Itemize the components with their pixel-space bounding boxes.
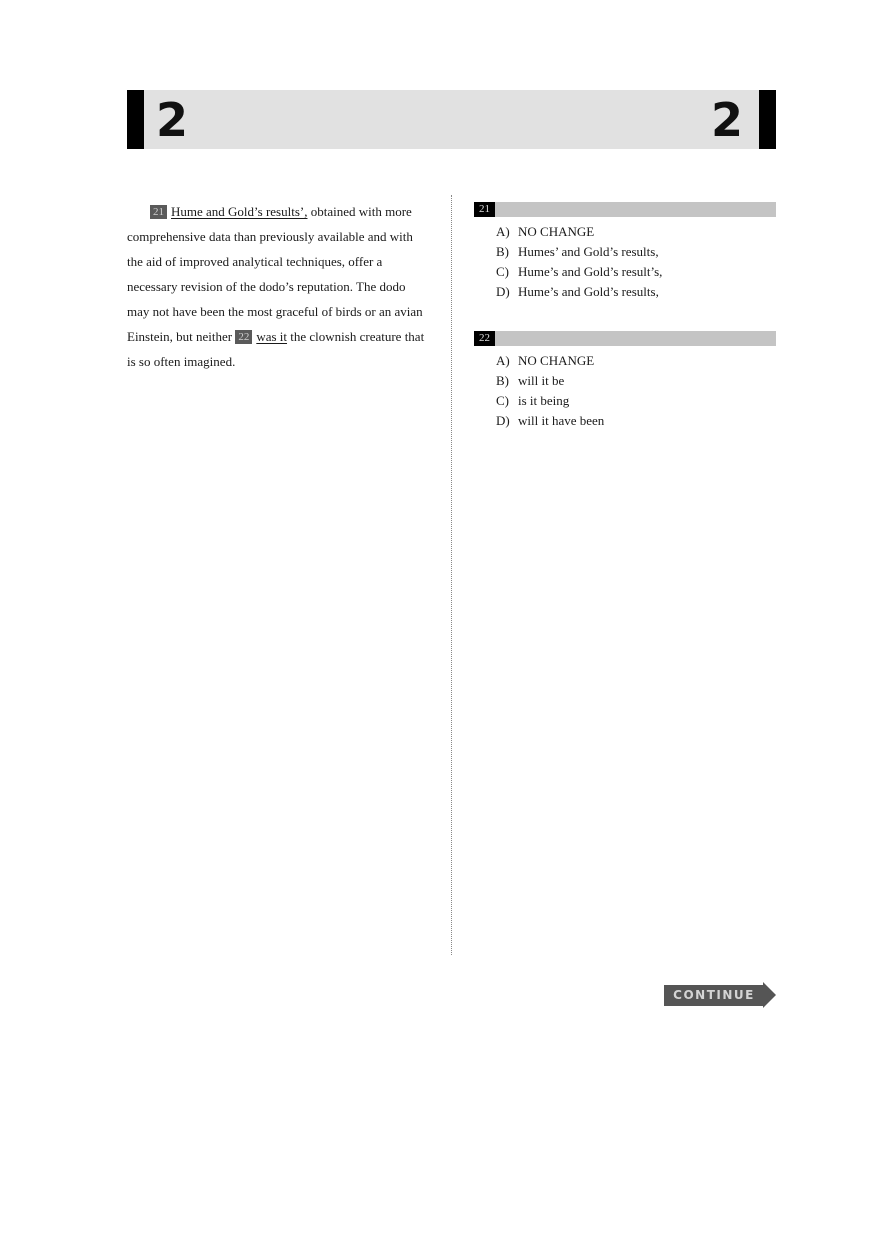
answer-choices-22: [496, 351, 604, 431]
choice-text: Hume’s and Gold’s result’s,: [518, 264, 663, 279]
continue-label: CONTINUE: [673, 988, 755, 1002]
passage-line: is so often imagined.: [127, 354, 236, 369]
passage-text: obtained with more: [307, 204, 412, 219]
column-divider: [451, 195, 452, 955]
header-left-bar: [127, 90, 144, 149]
choice-c[interactable]: [496, 262, 662, 282]
passage-text: Einstein, but neither: [127, 329, 236, 344]
choice-a[interactable]: [496, 222, 662, 242]
choice-d[interactable]: [496, 411, 604, 431]
passage-text: the clownish creature that: [287, 329, 425, 344]
passage-line: the aid of improved analytical techniques, offer a: [127, 254, 383, 269]
question-marker-22[interactable]: 22: [235, 330, 252, 344]
passage-line: comprehensive data than previously available and with: [127, 229, 413, 244]
choice-text: is it being: [518, 393, 570, 408]
underlined-text-21[interactable]: Hume and Gold’s results’,: [171, 204, 308, 219]
choice-text: will it be: [518, 373, 565, 388]
choice-text: Humes’ and Gold’s results,: [518, 244, 659, 259]
passage: [127, 199, 442, 374]
choice-letter: C): [496, 393, 509, 408]
section-number-left: 2: [156, 93, 189, 147]
passage-line: [127, 324, 442, 349]
continue-button[interactable]: [664, 982, 777, 1009]
choice-text: Hume’s and Gold’s results,: [518, 284, 659, 299]
choice-letter: A): [496, 224, 510, 239]
question-marker-21[interactable]: 21: [150, 205, 167, 219]
question-number: 21: [474, 202, 495, 217]
choice-letter: C): [496, 264, 509, 279]
choice-letter: B): [496, 244, 509, 259]
choice-b[interactable]: [496, 371, 604, 391]
choice-text: will it have been: [518, 413, 605, 428]
arrow-right-icon: [763, 982, 776, 1008]
choice-b[interactable]: [496, 242, 662, 262]
question-number: 22: [474, 331, 495, 346]
choice-letter: B): [496, 373, 509, 388]
underlined-text-22[interactable]: was it: [256, 329, 288, 344]
passage-line: may not have been the most graceful of birds or an avian: [127, 304, 423, 319]
header-right-bar: [759, 90, 776, 149]
choice-d[interactable]: [496, 282, 662, 302]
section-number-right: 2: [710, 93, 743, 147]
choice-text: NO CHANGE: [518, 353, 595, 368]
choice-letter: D): [496, 284, 510, 299]
choice-letter: A): [496, 353, 510, 368]
choice-text: NO CHANGE: [518, 224, 595, 239]
answer-choices-21: [496, 222, 662, 302]
passage-line: [127, 199, 442, 224]
choice-letter: D): [496, 413, 510, 428]
choice-a[interactable]: [496, 351, 604, 371]
question-header-22: [474, 331, 776, 346]
choice-c[interactable]: [496, 391, 604, 411]
section-header: [127, 90, 776, 149]
question-header-21: [474, 202, 776, 217]
passage-line: necessary revision of the dodo’s reputation. The dodo: [127, 279, 406, 294]
